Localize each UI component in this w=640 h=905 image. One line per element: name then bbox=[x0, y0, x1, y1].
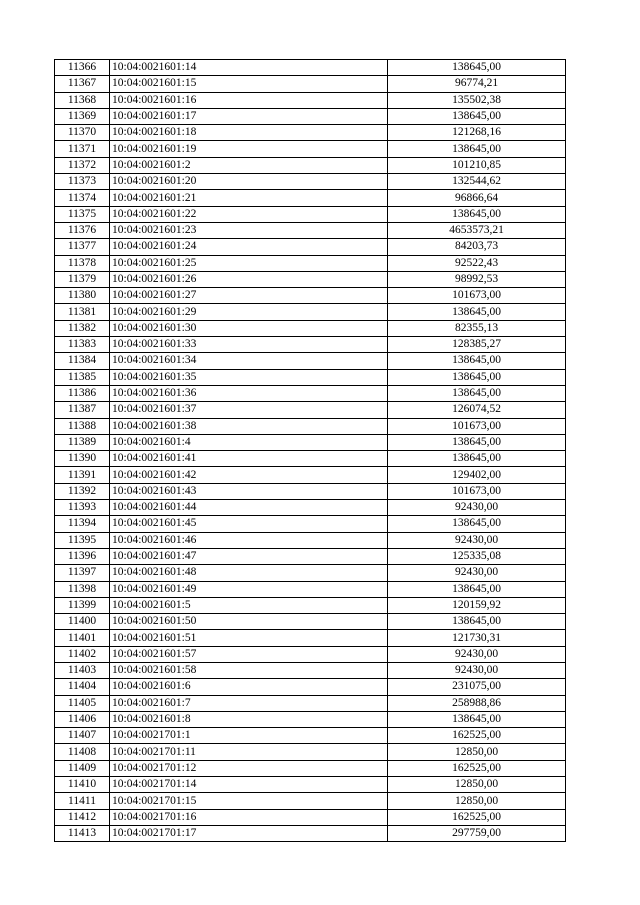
value-cell: 129402,00 bbox=[388, 467, 566, 483]
table-row bbox=[55, 369, 566, 385]
cadastral-number-cell: 10:04:0021601:15 bbox=[110, 76, 388, 92]
cadastral-number-cell: 10:04:0021701:1 bbox=[110, 728, 388, 744]
table-row bbox=[55, 255, 566, 271]
value-cell: 4653573,21 bbox=[388, 222, 566, 238]
row-number-cell: 11402 bbox=[55, 646, 110, 662]
table-row bbox=[55, 581, 566, 597]
table-row bbox=[55, 548, 566, 564]
row-number-cell: 11405 bbox=[55, 695, 110, 711]
cadastral-number-cell: 10:04:0021601:27 bbox=[110, 288, 388, 304]
value-cell: 162525,00 bbox=[388, 728, 566, 744]
table-row bbox=[55, 532, 566, 548]
cadastral-number-cell: 10:04:0021601:46 bbox=[110, 532, 388, 548]
row-number-cell: 11407 bbox=[55, 728, 110, 744]
value-cell: 135502,38 bbox=[388, 92, 566, 108]
table-row bbox=[55, 646, 566, 662]
value-cell: 258988,86 bbox=[388, 695, 566, 711]
value-cell: 84203,73 bbox=[388, 239, 566, 255]
value-cell: 138645,00 bbox=[388, 353, 566, 369]
cadastral-number-cell: 10:04:0021601:48 bbox=[110, 565, 388, 581]
row-number-cell: 11411 bbox=[55, 793, 110, 809]
row-number-cell: 11375 bbox=[55, 206, 110, 222]
table-row bbox=[55, 92, 566, 108]
row-number-cell: 11368 bbox=[55, 92, 110, 108]
cadastral-number-cell: 10:04:0021601:25 bbox=[110, 255, 388, 271]
table-row bbox=[55, 451, 566, 467]
value-cell: 92430,00 bbox=[388, 662, 566, 678]
cadastral-number-cell: 10:04:0021701:17 bbox=[110, 825, 388, 841]
cadastral-number-cell: 10:04:0021601:24 bbox=[110, 239, 388, 255]
value-cell: 12850,00 bbox=[388, 793, 566, 809]
row-number-cell: 11397 bbox=[55, 565, 110, 581]
cadastral-number-cell: 10:04:0021601:43 bbox=[110, 483, 388, 499]
cadastral-number-cell: 10:04:0021601:19 bbox=[110, 141, 388, 157]
cadastral-number-cell: 10:04:0021601:34 bbox=[110, 353, 388, 369]
cadastral-number-cell: 10:04:0021601:7 bbox=[110, 695, 388, 711]
table-row bbox=[55, 467, 566, 483]
value-cell: 12850,00 bbox=[388, 777, 566, 793]
table-row bbox=[55, 711, 566, 727]
row-number-cell: 11383 bbox=[55, 337, 110, 353]
value-cell: 138645,00 bbox=[388, 206, 566, 222]
table-row bbox=[55, 809, 566, 825]
table-row bbox=[55, 108, 566, 124]
row-number-cell: 11385 bbox=[55, 369, 110, 385]
value-cell: 162525,00 bbox=[388, 809, 566, 825]
cadastral-number-cell: 10:04:0021601:6 bbox=[110, 679, 388, 695]
value-cell: 92430,00 bbox=[388, 532, 566, 548]
cadastral-number-cell: 10:04:0021601:26 bbox=[110, 271, 388, 287]
cadastral-number-cell: 10:04:0021601:20 bbox=[110, 174, 388, 190]
table-row bbox=[55, 516, 566, 532]
row-number-cell: 11394 bbox=[55, 516, 110, 532]
table-row bbox=[55, 141, 566, 157]
value-cell: 138645,00 bbox=[388, 434, 566, 450]
row-number-cell: 11377 bbox=[55, 239, 110, 255]
row-number-cell: 11367 bbox=[55, 76, 110, 92]
table-row bbox=[55, 190, 566, 206]
cadastral-number-cell: 10:04:0021601:21 bbox=[110, 190, 388, 206]
table-row bbox=[55, 434, 566, 450]
table-row bbox=[55, 402, 566, 418]
row-number-cell: 11393 bbox=[55, 500, 110, 516]
cadastral-number-cell: 10:04:0021601:49 bbox=[110, 581, 388, 597]
cadastral-number-cell: 10:04:0021601:2 bbox=[110, 157, 388, 173]
table-row bbox=[55, 630, 566, 646]
table-row bbox=[55, 483, 566, 499]
table-row bbox=[55, 385, 566, 401]
row-number-cell: 11371 bbox=[55, 141, 110, 157]
row-number-cell: 11403 bbox=[55, 662, 110, 678]
value-cell: 96774,21 bbox=[388, 76, 566, 92]
cadastral-number-cell: 10:04:0021701:16 bbox=[110, 809, 388, 825]
cadastral-number-cell: 10:04:0021701:14 bbox=[110, 777, 388, 793]
value-cell: 92430,00 bbox=[388, 500, 566, 516]
table-row bbox=[55, 825, 566, 841]
cadastral-number-cell: 10:04:0021601:41 bbox=[110, 451, 388, 467]
value-cell: 138645,00 bbox=[388, 304, 566, 320]
cadastral-number-cell: 10:04:0021601:14 bbox=[110, 60, 388, 76]
value-cell: 12850,00 bbox=[388, 744, 566, 760]
value-cell: 138645,00 bbox=[388, 385, 566, 401]
row-number-cell: 11410 bbox=[55, 777, 110, 793]
row-number-cell: 11408 bbox=[55, 744, 110, 760]
cadastral-number-cell: 10:04:0021701:11 bbox=[110, 744, 388, 760]
cadastral-number-cell: 10:04:0021601:57 bbox=[110, 646, 388, 662]
row-number-cell: 11404 bbox=[55, 679, 110, 695]
value-cell: 125335,08 bbox=[388, 548, 566, 564]
cadastral-number-cell: 10:04:0021601:8 bbox=[110, 711, 388, 727]
cadastral-value-table bbox=[54, 59, 566, 842]
row-number-cell: 11400 bbox=[55, 614, 110, 630]
row-number-cell: 11378 bbox=[55, 255, 110, 271]
cadastral-number-cell: 10:04:0021601:17 bbox=[110, 108, 388, 124]
value-cell: 138645,00 bbox=[388, 141, 566, 157]
table-row bbox=[55, 125, 566, 141]
row-number-cell: 11373 bbox=[55, 174, 110, 190]
cadastral-number-cell: 10:04:0021601:37 bbox=[110, 402, 388, 418]
row-number-cell: 11396 bbox=[55, 548, 110, 564]
table-row bbox=[55, 304, 566, 320]
row-number-cell: 11395 bbox=[55, 532, 110, 548]
cadastral-number-cell: 10:04:0021601:38 bbox=[110, 418, 388, 434]
row-number-cell: 11386 bbox=[55, 385, 110, 401]
value-cell: 120159,92 bbox=[388, 597, 566, 613]
value-cell: 121268,16 bbox=[388, 125, 566, 141]
row-number-cell: 11409 bbox=[55, 760, 110, 776]
value-cell: 128385,27 bbox=[388, 337, 566, 353]
table-row bbox=[55, 174, 566, 190]
value-cell: 92430,00 bbox=[388, 646, 566, 662]
cadastral-number-cell: 10:04:0021601:58 bbox=[110, 662, 388, 678]
table-row bbox=[55, 239, 566, 255]
cadastral-number-cell: 10:04:0021701:12 bbox=[110, 760, 388, 776]
table-row bbox=[55, 614, 566, 630]
row-number-cell: 11370 bbox=[55, 125, 110, 141]
table-row bbox=[55, 500, 566, 516]
row-number-cell: 11401 bbox=[55, 630, 110, 646]
table-row bbox=[55, 353, 566, 369]
row-number-cell: 11412 bbox=[55, 809, 110, 825]
table-row bbox=[55, 157, 566, 173]
table-row bbox=[55, 662, 566, 678]
cadastral-number-cell: 10:04:0021601:47 bbox=[110, 548, 388, 564]
row-number-cell: 11384 bbox=[55, 353, 110, 369]
cadastral-number-cell: 10:04:0021601:45 bbox=[110, 516, 388, 532]
table-body bbox=[55, 60, 566, 842]
table-row bbox=[55, 679, 566, 695]
value-cell: 138645,00 bbox=[388, 451, 566, 467]
row-number-cell: 11379 bbox=[55, 271, 110, 287]
cadastral-number-cell: 10:04:0021601:35 bbox=[110, 369, 388, 385]
row-number-cell: 11406 bbox=[55, 711, 110, 727]
value-cell: 126074,52 bbox=[388, 402, 566, 418]
row-number-cell: 11398 bbox=[55, 581, 110, 597]
row-number-cell: 11382 bbox=[55, 320, 110, 336]
value-cell: 138645,00 bbox=[388, 369, 566, 385]
row-number-cell: 11391 bbox=[55, 467, 110, 483]
value-cell: 101673,00 bbox=[388, 288, 566, 304]
cadastral-number-cell: 10:04:0021601:4 bbox=[110, 434, 388, 450]
table-row bbox=[55, 565, 566, 581]
table-row bbox=[55, 320, 566, 336]
value-cell: 138645,00 bbox=[388, 711, 566, 727]
value-cell: 121730,31 bbox=[388, 630, 566, 646]
row-number-cell: 11388 bbox=[55, 418, 110, 434]
value-cell: 101673,00 bbox=[388, 483, 566, 499]
value-cell: 82355,13 bbox=[388, 320, 566, 336]
row-number-cell: 11389 bbox=[55, 434, 110, 450]
table-row bbox=[55, 206, 566, 222]
cadastral-number-cell: 10:04:0021601:50 bbox=[110, 614, 388, 630]
cadastral-number-cell: 10:04:0021601:5 bbox=[110, 597, 388, 613]
table-row bbox=[55, 777, 566, 793]
table-row bbox=[55, 760, 566, 776]
value-cell: 138645,00 bbox=[388, 516, 566, 532]
value-cell: 92522,43 bbox=[388, 255, 566, 271]
cadastral-number-cell: 10:04:0021601:33 bbox=[110, 337, 388, 353]
table-row bbox=[55, 744, 566, 760]
row-number-cell: 11392 bbox=[55, 483, 110, 499]
value-cell: 92430,00 bbox=[388, 565, 566, 581]
table-row bbox=[55, 597, 566, 613]
row-number-cell: 11399 bbox=[55, 597, 110, 613]
value-cell: 101210,85 bbox=[388, 157, 566, 173]
cadastral-number-cell: 10:04:0021601:36 bbox=[110, 385, 388, 401]
table-row bbox=[55, 337, 566, 353]
row-number-cell: 11413 bbox=[55, 825, 110, 841]
row-number-cell: 11390 bbox=[55, 451, 110, 467]
cadastral-number-cell: 10:04:0021701:15 bbox=[110, 793, 388, 809]
value-cell: 138645,00 bbox=[388, 581, 566, 597]
value-cell: 98992,53 bbox=[388, 271, 566, 287]
value-cell: 138645,00 bbox=[388, 60, 566, 76]
table-row bbox=[55, 271, 566, 287]
row-number-cell: 11369 bbox=[55, 108, 110, 124]
cadastral-number-cell: 10:04:0021601:18 bbox=[110, 125, 388, 141]
cadastral-number-cell: 10:04:0021601:44 bbox=[110, 500, 388, 516]
cadastral-number-cell: 10:04:0021601:30 bbox=[110, 320, 388, 336]
cadastral-number-cell: 10:04:0021601:23 bbox=[110, 222, 388, 238]
table-row bbox=[55, 695, 566, 711]
value-cell: 96866,64 bbox=[388, 190, 566, 206]
table-row bbox=[55, 728, 566, 744]
row-number-cell: 11374 bbox=[55, 190, 110, 206]
cadastral-number-cell: 10:04:0021601:42 bbox=[110, 467, 388, 483]
row-number-cell: 11380 bbox=[55, 288, 110, 304]
row-number-cell: 11381 bbox=[55, 304, 110, 320]
table-row bbox=[55, 418, 566, 434]
value-cell: 132544,62 bbox=[388, 174, 566, 190]
value-cell: 101673,00 bbox=[388, 418, 566, 434]
value-cell: 231075,00 bbox=[388, 679, 566, 695]
value-cell: 162525,00 bbox=[388, 760, 566, 776]
cadastral-number-cell: 10:04:0021601:29 bbox=[110, 304, 388, 320]
table-row bbox=[55, 288, 566, 304]
row-number-cell: 11372 bbox=[55, 157, 110, 173]
row-number-cell: 11366 bbox=[55, 60, 110, 76]
value-cell: 297759,00 bbox=[388, 825, 566, 841]
table-row bbox=[55, 76, 566, 92]
table-row bbox=[55, 793, 566, 809]
row-number-cell: 11376 bbox=[55, 222, 110, 238]
value-cell: 138645,00 bbox=[388, 614, 566, 630]
cadastral-number-cell: 10:04:0021601:16 bbox=[110, 92, 388, 108]
value-cell: 138645,00 bbox=[388, 108, 566, 124]
cadastral-number-cell: 10:04:0021601:22 bbox=[110, 206, 388, 222]
table-row bbox=[55, 222, 566, 238]
cadastral-number-cell: 10:04:0021601:51 bbox=[110, 630, 388, 646]
row-number-cell: 11387 bbox=[55, 402, 110, 418]
table-row bbox=[55, 60, 566, 76]
